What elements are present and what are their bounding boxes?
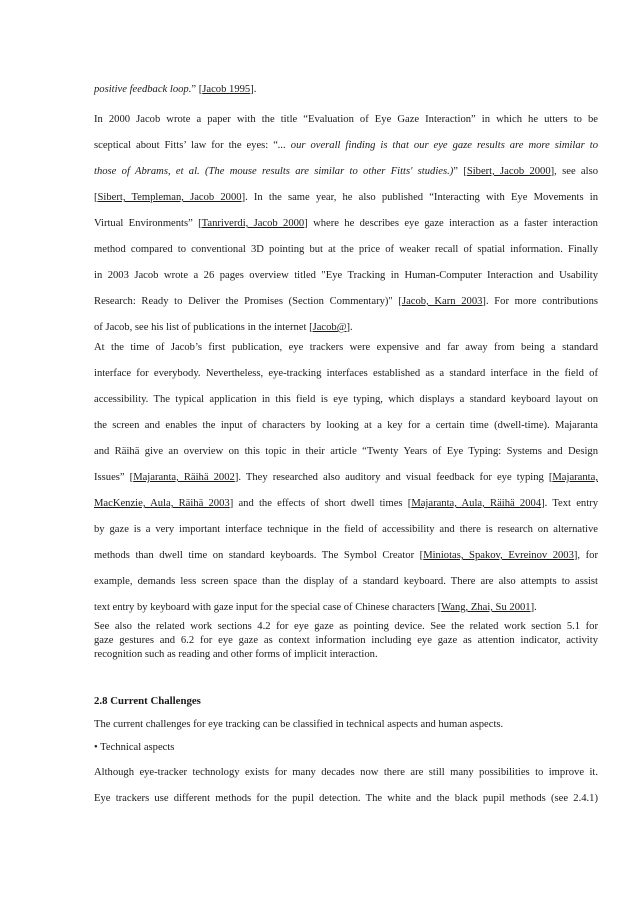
text-line: At the time of Jacob’s first publication, eye trackers were expensive and far away from being a standard — [94, 342, 598, 353]
text-line: method compared to conventional 3D pointing but at the price of weaker recall of spatial information. Finally — [94, 244, 598, 255]
text-line: gaze gestures and 6.2 for eye gaze as context information including eye gaze as attention indicator, activity — [94, 635, 598, 646]
citation-link[interactable]: Sibert, Jacob 2000 — [466, 166, 551, 177]
bullet-text: • Technical aspects — [94, 742, 175, 753]
citation-link[interactable]: Sibert, Templeman, Jacob 2000 — [97, 192, 242, 203]
paragraph-technical — [94, 760, 598, 812]
text-line: recognition such as reading and other forms of implicit interaction. — [94, 649, 378, 660]
citation-link[interactable]: Jacob@ — [312, 322, 347, 333]
citation-link[interactable]: Majaranta, Räihä 2002 — [133, 472, 235, 483]
citation-link[interactable]: Jacob, Karn 2003 — [401, 296, 483, 307]
text-line: and Räihä give an overview on this topic in their article “Twenty Years of Eye Typing: Systems and Design — [94, 446, 598, 457]
citation-link[interactable]: Majaranta, Aula, Räihä 2004 — [411, 498, 542, 509]
text-line: [Sibert, Templeman, Jacob 2000]. In the same year, he also published “Interacting with Eye Movements in — [94, 192, 598, 203]
text-line: positive feedback loop.” [Jacob 1995]. — [94, 84, 257, 95]
citation-link[interactable]: Miniotas, Spakov, Evreinov 2003 — [423, 550, 574, 561]
text-line: The current challenges for eye tracking can be classified in technical aspects and human aspects. — [94, 719, 504, 730]
bullet-item — [94, 735, 598, 761]
paragraph-eye-typing — [94, 335, 598, 621]
text-line: Eye trackers use different methods for the pupil detection. The white and the black pupil methods (see 2.4.1) — [94, 793, 598, 804]
text-line: interface for everybody. Nevertheless, eye-tracking interfaces established as a standard interface in the field of — [94, 368, 598, 379]
text-line: by gaze is a very important interface technique in the field of accessibility and there is research on alternative — [94, 524, 598, 535]
text-line: Although eye-tracker technology exists for many decades now there are still many possibilities to improve it. — [94, 767, 598, 778]
text-line: See also the related work sections 4.2 for eye gaze as pointing device. See the related work section 5.1 for — [94, 621, 598, 632]
text-line: in 2003 Jacob wrote a 26 pages overview titled "Eye Tracking in Human-Computer Interaction and Usability — [94, 270, 598, 281]
text-line: text entry by keyboard with gaze input for the special case of Chinese characters [Wang, Zhai, Su 2001]. — [94, 602, 537, 613]
text-line: Research: Ready to Deliver the Promises (Section Commentary)" [Jacob, Karn 2003]. For more contributions — [94, 296, 598, 307]
text-line: MacKenzie, Aula, Räihä 2003] and the effects of short dwell times [Majaranta, Aula, Räihä 2004]. Text entry — [94, 498, 598, 509]
text-line: the screen and enables the input of characters by looking at a key for a certain time (dwell-time). Majaranta — [94, 420, 598, 431]
text-line: Issues” [Majaranta, Räihä 2002]. They researched also auditory and visual feedback for eye typing [Majaranta, — [94, 472, 598, 483]
paragraph-related-work — [94, 620, 598, 662]
citation-link[interactable]: MacKenzie, Aula, Räihä 2003 — [94, 498, 230, 509]
citation-link[interactable]: Jacob 1995 — [202, 84, 251, 95]
citation-link[interactable]: Tanriverdi, Jacob 2000 — [201, 218, 305, 229]
text-line: Virtual Environments” [Tanriverdi, Jacob 2000] where he describes eye gaze interaction as a faster interaction — [94, 218, 598, 229]
section-heading: 2.8 Current Challenges — [94, 695, 201, 707]
text-line: methods than dwell time on standard keyboards. The Symbol Creator [Miniotas, Spakov, Evreinov 2003], for — [94, 550, 598, 561]
citation-link[interactable]: Wang, Zhai, Su 2001 — [441, 602, 531, 613]
paragraph-jacob — [94, 107, 598, 341]
text-line: of Jacob, see his list of publications in the internet [Jacob@]. — [94, 322, 353, 333]
citation-link[interactable]: Majaranta, — [552, 472, 598, 483]
text-line: sceptical about Fitts’ law for the eyes: “... our overall finding is that our eye gaze results are more similar to — [94, 140, 598, 151]
text-line: accessibility. The typical application in this field is eye typing, which displays a standard keyboard layout on — [94, 394, 598, 405]
text-line: example, demands less screen space than the display of a standard keyboard. There are also attempts to assist — [94, 576, 598, 587]
text-line: those of Abrams, et al. (The mouse results are similar to other Fitts' studies.)” [Sibert, Jacob 2000], see also — [94, 166, 598, 177]
paragraph-continuation — [94, 77, 598, 103]
text-line: In 2000 Jacob wrote a paper with the title “Evaluation of Eye Gaze Interaction” in which he utters to be — [94, 114, 598, 125]
